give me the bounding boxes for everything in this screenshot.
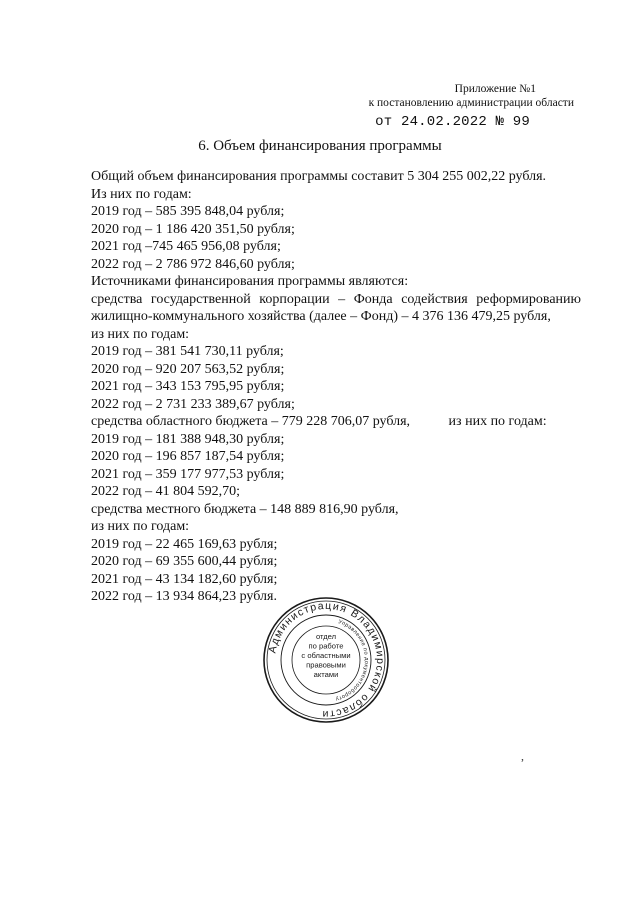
resolution-date-number: от 24.02.2022 № 99 (375, 114, 530, 130)
resolution-reference: к постановлению администрации области (368, 97, 574, 109)
local-2022: 2022 год – 13 934 864,23 рубля. (91, 589, 277, 604)
stray-tick-mark: , (521, 749, 524, 763)
fund-2019: 2019 год – 381 541 730,11 рубля; (91, 344, 284, 359)
total-2020: 2020 год – 1 186 420 351,50 рубля; (91, 221, 295, 237)
fund-2021: 2021 год – 343 153 795,95 рубля; (91, 379, 285, 394)
financing-body (91, 168, 581, 606)
section-title: 6. Объем финансирования программы (198, 138, 442, 154)
fund-source-line2: жилищно-коммунального хозяйства (далее – Фонд) – 4 376 136 479,25 рубля, (91, 309, 551, 324)
stamp-seal-graphic (262, 596, 390, 724)
fund-2020: 2020 год – 920 207 563,52 рубля; (91, 361, 285, 377)
stamp-center-line: отдел (315, 632, 337, 641)
regional-2021: 2021 год – 359 177 977,53 рубля; (91, 466, 285, 482)
total-financing: Общий объем финансирования программы составит 5 304 255 002,22 рубля. (91, 169, 547, 184)
local-by-years-label: из них по годам: (91, 519, 190, 534)
stamp-center-line: актами (313, 670, 339, 679)
stamp-center-line: правовыми (306, 660, 346, 670)
fund-by-years-label: из них по годам: (91, 326, 190, 342)
stamp-center-text (301, 632, 350, 679)
fund-2022: 2022 год – 2 731 233 389,67 рубля; (91, 396, 295, 412)
stamp-center-line: с областными (301, 651, 351, 660)
document-header (314, 82, 574, 131)
stamp-outer-text: Администрация Владимирской области (266, 599, 387, 721)
local-2019: 2019 год – 22 465 169,63 рубля; (91, 536, 278, 552)
fund-source-line1: средства государственной корпорации – Фонда содействия реформированию (91, 291, 581, 307)
appendix-label: Приложение №1 (454, 83, 536, 95)
local-2020: 2020 год – 69 355 600,44 рубля; (91, 554, 278, 569)
regional-2019: 2019 год – 181 388 948,30 рубля; (91, 431, 285, 447)
total-2022: 2022 год – 2 786 972 846,60 рубля; (91, 256, 295, 272)
regional-2022: 2022 год – 41 804 592,70; (91, 484, 241, 499)
local-2021: 2021 год – 43 134 182,60 рубля; (91, 571, 278, 587)
local-budget-line: средства местного бюджета – 148 889 816,90 рубля, (91, 501, 399, 517)
regional-budget-line: средства областного бюджета – 779 228 706,07 рубля, из них по годам: (91, 414, 547, 429)
official-stamp (262, 596, 390, 724)
total-2019: 2019 год – 585 395 848,04 рубля; (91, 204, 285, 219)
regional-2020: 2020 год – 196 857 187,54 рубля; (91, 449, 285, 464)
sources-label: Источниками финансирования программы являются: (91, 274, 409, 289)
stamp-inner-text: Управление по документообороту (334, 619, 370, 702)
stamp-center-line: по работе (308, 641, 344, 651)
total-2021: 2021 год –745 465 956,08 рубля; (91, 239, 281, 254)
by-years-label: Из них по годам: (91, 186, 192, 202)
